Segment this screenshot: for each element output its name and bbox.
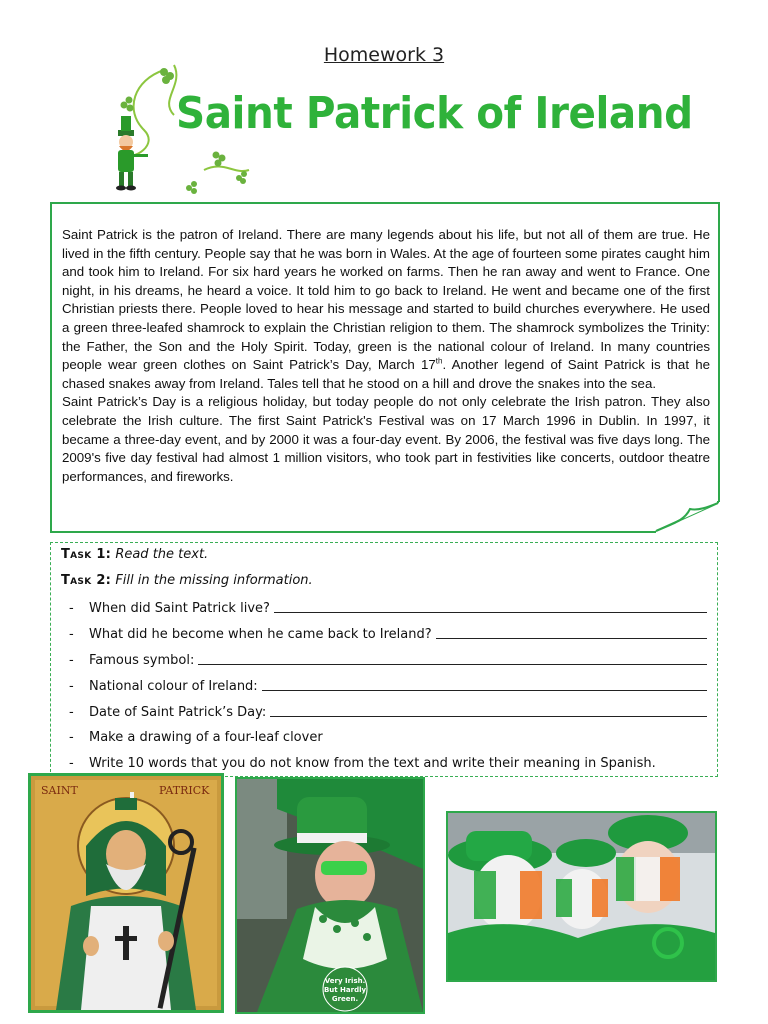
bullet-dash: - xyxy=(69,653,74,668)
reading-paragraph: Saint Patrick’s Day is a religious holiday, but today people do not only celebrate the Irish patron. They also celebrate the Irish culture. The first Saint Patrick's Festival was on 17 March 1996 in Dublin. In 1997, it became a three-day event, and by 2000 it was a four-day event. By 2006, the festival was five days long. The 2009's five day festival had almost 1 million visitors, who took part in festivities like concerts, outdoor theatre performances, and fireworks. xyxy=(62,394,710,484)
task-2 xyxy=(61,573,313,588)
reading-text-box xyxy=(50,202,718,531)
reading-text xyxy=(62,226,710,486)
bullet-dash: - xyxy=(69,679,74,694)
answer-blank[interactable] xyxy=(274,612,707,613)
question-row xyxy=(69,622,707,642)
task-box xyxy=(50,542,718,777)
ordinal-suffix: th xyxy=(435,356,443,366)
question-text: National colour of Ireland: xyxy=(89,679,258,694)
girls-face-paint-photo xyxy=(446,811,717,982)
question-text: Date of Saint Patrick’s Day: xyxy=(89,705,267,720)
answer-blank[interactable] xyxy=(436,638,707,639)
question-row xyxy=(69,596,707,616)
bullet-dash: - xyxy=(69,705,74,720)
badge-text: Very Irish. xyxy=(324,977,366,985)
question-row xyxy=(69,674,707,694)
saint-patrick-icon-image xyxy=(28,773,224,1013)
task-label: Task 1: xyxy=(61,547,112,562)
icon-right-label: PATRICK xyxy=(159,784,210,797)
reading-paragraph-part: Saint Patrick is the patron of Ireland. There are many legends about his life, but not all of them are true. He lived in the fifth century. People say that he was born in Wales. At the age of fourteen some pirates caught him and took him to Ireland. For six hard years he worked on farms. Then he ran away and went to France. One night, in his dreams, he heard a voice. It told him to go back to Ireland. He went and became one of the first Christian priests there. People loved to hear his message and started to build churches everywhere. He used a green three-leafed shamrock to explain the Christian religion to them. The shamrock symbolizes the Trinity: the Father, the Son and the Holy Spirit. Today, green is the national colour of Ireland. In many countries people wear green clothes on Saint Patrick’s Day, March 17 xyxy=(62,227,710,373)
question-row xyxy=(69,725,707,745)
bullet-dash: - xyxy=(69,627,74,642)
task-1 xyxy=(61,547,208,562)
question-text: Make a drawing of a four-leaf clover xyxy=(89,730,323,745)
question-text: Write 10 words that you do not know from the text and write their meaning in Spanish. xyxy=(89,756,656,771)
badge-text: But Hardly xyxy=(323,986,367,994)
answer-blank[interactable] xyxy=(198,664,707,665)
bullet-dash: - xyxy=(69,730,74,745)
question-text: What did he become when he came back to Ireland? xyxy=(89,627,432,642)
bullet-dash: - xyxy=(69,756,74,771)
task-instruction: Read the text. xyxy=(115,547,209,562)
badge-text: Green. xyxy=(331,995,359,1003)
reading-paragraph-part: . Another legend of Saint Patrick is that he chased snakes away from Ireland. Tales tell that he stood on a hill and drove the snakes into the sea. xyxy=(62,357,711,391)
answer-blank[interactable] xyxy=(270,716,707,717)
reading-paragraph xyxy=(62,226,710,393)
icon-left-label: SAINT xyxy=(41,784,78,797)
page-title: Saint Patrick of Ireland xyxy=(176,88,693,139)
question-row xyxy=(69,700,707,720)
page-curl-corner xyxy=(654,501,720,533)
bullet-dash: - xyxy=(69,601,74,616)
leprechaun-man-photo xyxy=(235,777,425,1014)
question-row xyxy=(69,648,707,668)
homework-label: Homework 3 xyxy=(323,44,445,66)
question-row xyxy=(69,751,707,771)
task-instruction: Fill in the missing information. xyxy=(115,573,313,588)
question-text: Famous symbol: xyxy=(89,653,195,668)
task-label: Task 2: xyxy=(61,573,112,588)
question-text: When did Saint Patrick live? xyxy=(89,601,270,616)
answer-blank[interactable] xyxy=(262,690,707,691)
